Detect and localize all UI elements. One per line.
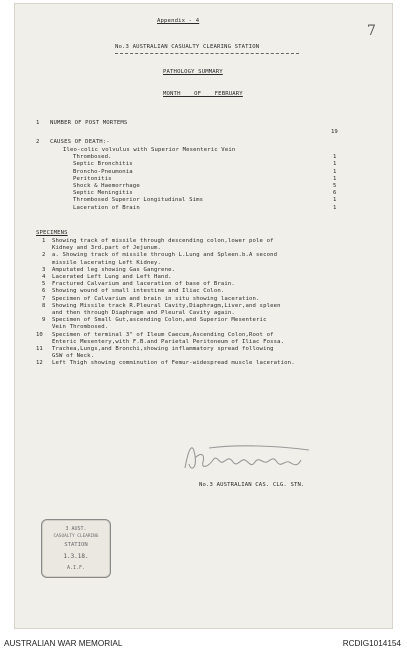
specimen-description: Specimen of terminal 3" of Ileum Caecum,Ascending Colon,Root of [52,331,274,338]
specimen-description: Enteric Mesentery,with F.B.and Parietal Peritoneum of Iliac Fossa. [52,338,285,345]
cause-of-death-count: 1 [333,154,337,161]
cause-of-death-item: Shock & Haemorrhage [73,183,140,189]
stamp-line-5: A.I.F. [66,565,86,571]
specimen-description: and then through Diaphragm and Pleural Cavity again. [52,310,235,316]
specimen-number: 8 [42,302,46,309]
item-2-number: 2 [36,139,40,145]
footer-reference-id: RCDIG1014154 [342,639,401,648]
specimen-description: GSW of Neck. [52,353,95,360]
specimen-description: Fractured Calvarium and laceration of base of Brain. [52,281,235,288]
specimen-number: 3 [42,266,46,273]
specimen-number: 7 [42,295,46,302]
appendix-label: Appendix - 4 [157,18,200,24]
specimen-description: Specimen of Calvarium and brain in situ showing laceration. [52,295,260,302]
cause-of-death-item: Septic Bronchitis [73,161,133,168]
cause-of-death-count: 6 [333,190,337,197]
cause-of-death-count: 1 [333,161,337,168]
cause-of-death-item: Septic Meningitis [73,190,133,197]
specimen-description: Kidney and 3rd.part of Jejunum. [52,245,162,252]
month-heading: MONTH OF FEBRUARY [163,91,243,97]
specimen-description: Showing Missile track R.Pleural Cavity,Diaphragm,Liver,and spleen [52,302,281,309]
cause-of-death-count: 1 [333,168,337,175]
stamp-line-1: 3 AUST. [65,526,87,532]
specimen-number: 6 [42,288,46,295]
signature-block: No.3 AUSTRALIAN CAS. CLG. STN. [199,482,305,488]
specimen-number: 1 [42,238,46,244]
specimen-description: Lacerated Left Lung and Left Hand. [52,274,172,280]
document-page [14,3,393,629]
title-underline [115,53,299,54]
post-mortems-count: 19 [331,129,338,135]
page-number: 7 [367,23,377,39]
stamp-line-3: STATION [64,542,88,548]
specimen-number: 5 [42,281,46,288]
handwritten-signature [179,438,329,478]
specimen-number: 11 [36,346,43,352]
specimens-heading: SPECIMENS [36,230,68,236]
specimen-description: Amputated leg showing Gas Gangrene. [52,266,176,273]
summary-title: PATHOLOGY SUMMARY [163,69,223,75]
cause-of-death-count: 5 [333,183,337,189]
cause-of-death-item: Thrombosed. [73,154,112,161]
cause-of-death-item: Peritonitis [73,175,112,182]
specimen-description: Trachea,Lungs,and Bronchi,showing inflammatory spread following [52,346,274,352]
unit-title: No.3 AUSTRALIAN CASUALTY CLEARING STATION [115,44,260,50]
specimen-number: 12 [36,360,43,367]
specimen-description: Vein Thrombosed. [52,324,109,331]
unit-stamp [41,519,111,578]
cause-of-death-count: 1 [333,197,337,204]
cause-of-death-item: Ileo-colic volvulus with Superior Mesenteric Vein [63,147,236,153]
specimen-description: Specimen of Small Gut,ascending Colon,and Superior Mesenteric [52,317,267,324]
stamp-line-2: CASUALTY CLEARING [53,534,99,539]
specimen-number: 10 [36,331,43,338]
cause-of-death-count: 1 [333,175,337,182]
specimen-description: Showing track of missile through descending colon,lower pole of [52,238,274,244]
stamp-date: 1.3.18. [63,553,89,560]
footer-archive-name: AUSTRALIAN WAR MEMORIAL [4,639,123,648]
specimen-number: 2 [42,252,46,259]
specimen-description: Showing wound of small intestine and Iliac Colon. [52,288,225,295]
cause-of-death-item: Broncho-Pneumonia [73,168,133,175]
specimen-number: 9 [42,317,46,324]
specimen-description: missile lacerating Left Kidney. [52,259,162,266]
post-mortems-label: NUMBER OF POST MORTEMS [50,120,128,126]
causes-of-death-label: CAUSES OF DEATH:- [50,139,110,145]
specimen-description: a. Showing track of missile through L.Lung and Spleen.b.A second [52,252,278,259]
item-1-number: 1 [36,120,40,126]
cause-of-death-item: Thrombosed Superior Longitudinal Sims [73,197,204,204]
cause-of-death-count: 1 [333,204,337,211]
specimen-description: Left Thigh showing comminution of Femur-widespread muscle laceration. [52,360,295,367]
cause-of-death-item: Laceration of Brain [73,204,140,211]
specimen-number: 4 [42,274,46,280]
